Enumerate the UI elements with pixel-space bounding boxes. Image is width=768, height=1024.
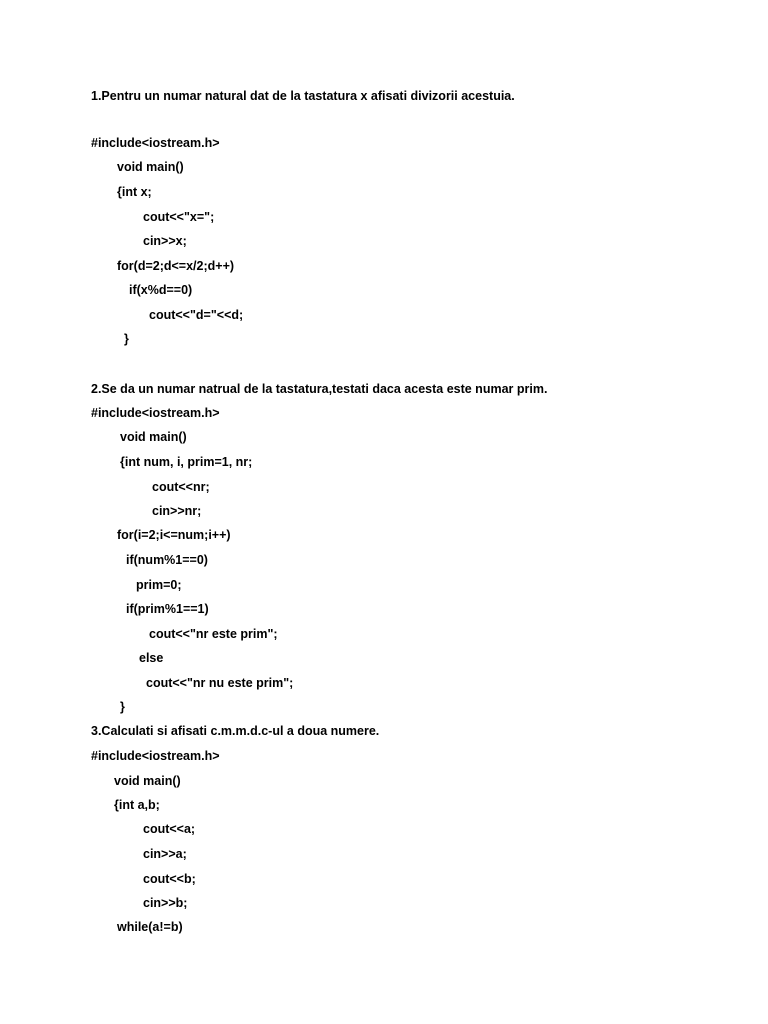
- code-line: cin>>a;: [143, 847, 187, 861]
- code-line: cin>>nr;: [152, 504, 202, 518]
- code-line: prim=0;: [136, 578, 182, 592]
- code-line: #include<iostream.h>: [91, 136, 220, 150]
- code-line: cout<<b;: [143, 872, 196, 886]
- code-line: cout<<"nr nu este prim";: [146, 676, 294, 690]
- code-line: if(num%1==0): [126, 553, 208, 567]
- code-line: cin>>x;: [143, 234, 187, 248]
- code-line: for(d=2;d<=x/2;d++): [117, 259, 235, 273]
- problem-3-heading: 3.Calculati si afisati c.m.m.d.c-ul a doua numere.: [91, 724, 380, 738]
- code-line: else: [139, 651, 164, 665]
- code-line: void main(): [117, 160, 184, 174]
- code-line: cout<<"d="<<d;: [149, 308, 244, 322]
- code-line: }: [120, 700, 125, 714]
- code-line: void main(): [114, 774, 181, 788]
- code-line: {int x;: [117, 185, 152, 199]
- code-line: cin>>b;: [143, 896, 188, 910]
- code-line: {int num, i, prim=1, nr;: [120, 455, 253, 469]
- code-line: cout<<nr;: [152, 480, 210, 494]
- problem-2-heading: 2.Se da un numar natrual de la tastatura,testati daca acesta este numar prim.: [91, 382, 548, 396]
- code-line: for(i=2;i<=num;i++): [117, 528, 231, 542]
- code-line: }: [124, 332, 129, 346]
- code-line: if(x%d==0): [129, 283, 193, 297]
- code-line: cout<<"x=";: [143, 210, 215, 224]
- code-line: {int a,b;: [114, 798, 160, 812]
- code-line: while(a!=b): [117, 920, 183, 934]
- code-line: cout<<"nr este prim";: [149, 627, 278, 641]
- code-line: #include<iostream.h>: [91, 406, 220, 420]
- code-line: if(prim%1==1): [126, 602, 209, 616]
- code-line: #include<iostream.h>: [91, 749, 220, 763]
- code-line: cout<<a;: [143, 822, 196, 836]
- code-line: void main(): [120, 430, 187, 444]
- problem-1-heading: 1.Pentru un numar natural dat de la tastatura x afisati divizorii acestuia.: [91, 89, 515, 103]
